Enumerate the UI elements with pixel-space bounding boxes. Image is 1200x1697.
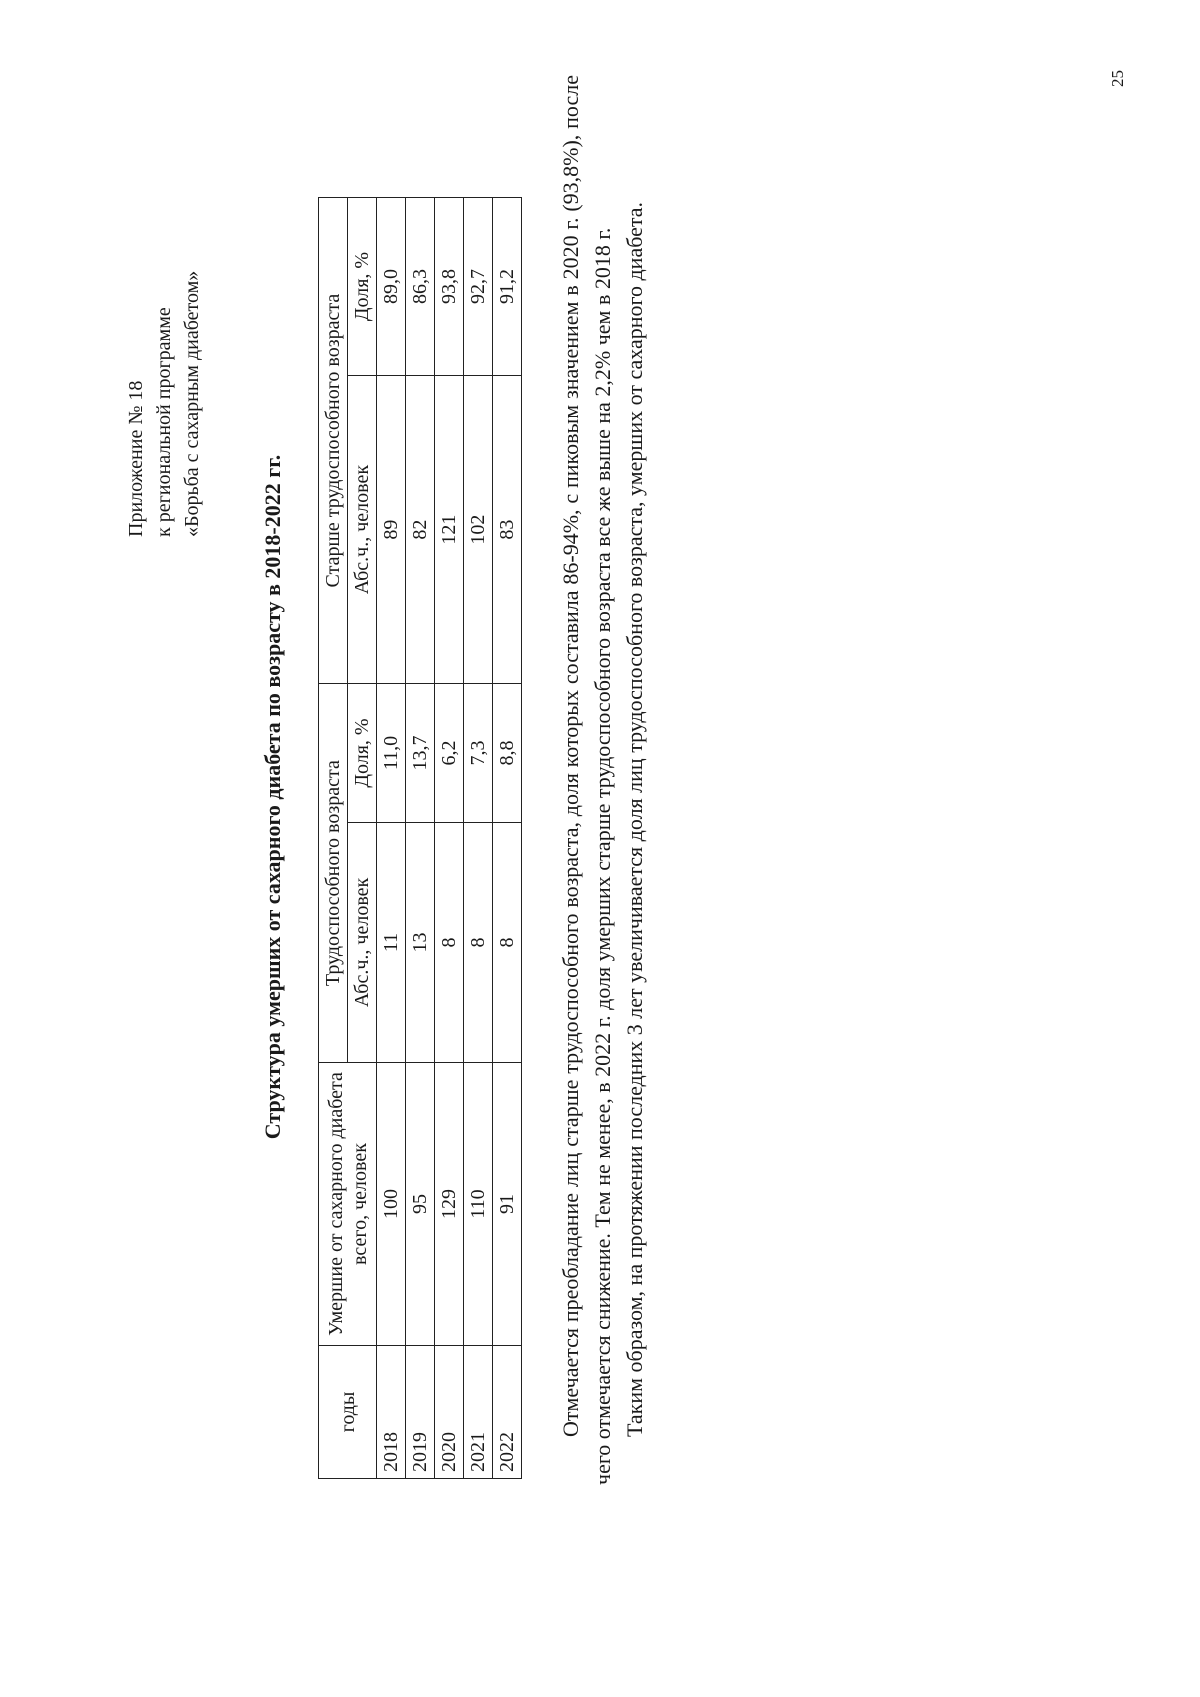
cell-total: 91 — [493, 1063, 522, 1346]
cell-working-share: 6,2 — [435, 684, 464, 823]
table-row — [377, 198, 406, 1479]
cell-working-abs: 11 — [377, 822, 406, 1062]
body-text — [555, 75, 651, 1485]
table-row — [435, 198, 464, 1479]
paragraph: Таким образом, на протяжении последних 3 лет увеличивается доля лиц трудоспособного возраста, умерших от сахарного диабета. — [622, 201, 647, 1437]
header-years: годы — [319, 1346, 377, 1479]
cell-working-share: 7,3 — [464, 684, 493, 823]
table-title: Структура умерших от сахарного диабета по возрасту в 2018-2022 гг. — [260, 454, 285, 1140]
cell-older-share: 86,3 — [406, 198, 435, 376]
cell-older-share: 89,0 — [377, 198, 406, 376]
cell-working-abs: 8 — [435, 822, 464, 1062]
subheader-working-share: Доля, % — [348, 684, 377, 823]
table-row — [406, 198, 435, 1479]
cell-working-abs: 8 — [493, 822, 522, 1062]
subheader-older-share: Доля, % — [348, 198, 377, 376]
header-older-age: Старше трудоспособного возраста — [319, 198, 348, 684]
header-working-age: Трудоспособного возраста — [319, 684, 348, 1063]
cell-older-abs: 102 — [464, 376, 493, 684]
appendix-line: Приложение № 18 — [125, 380, 147, 537]
cell-older-share: 92,7 — [464, 198, 493, 376]
cell-total: 110 — [464, 1063, 493, 1346]
table-header-row — [319, 198, 348, 1479]
cell-year: 2019 — [406, 1346, 435, 1479]
paragraph: Отмечается преобладание лиц старше трудоспособного возраста, доля которых составила 86-94%, с пиковым значением в 2020 г. (93,8%), после чего отмечается снижение. Тем не менее, в 2022 г. доля умерших старше трудоспособного возраста все же выше на 2,2% чем в 2018 г. — [558, 75, 615, 1485]
appendix-line: «Борьба с сахарным диабетом» — [181, 270, 203, 537]
cell-working-share: 13,7 — [406, 684, 435, 823]
cell-working-share: 11,0 — [377, 684, 406, 823]
cell-total: 95 — [406, 1063, 435, 1346]
page-number: 25 — [1108, 70, 1127, 87]
mortality-table — [318, 197, 522, 1479]
cell-year: 2018 — [377, 1346, 406, 1479]
cell-working-abs: 8 — [464, 822, 493, 1062]
cell-older-abs: 89 — [377, 376, 406, 684]
cell-year: 2022 — [493, 1346, 522, 1479]
table-row — [464, 198, 493, 1479]
appendix-line: к региональной программе — [153, 307, 175, 537]
cell-total: 100 — [377, 1063, 406, 1346]
cell-year: 2020 — [435, 1346, 464, 1479]
appendix-reference — [122, 271, 206, 537]
cell-older-abs: 121 — [435, 376, 464, 684]
subheader-older-abs: Абс.ч., человек — [348, 376, 377, 684]
header-total: Умершие от сахарного диабета всего, человек — [319, 1063, 377, 1346]
cell-older-abs: 82 — [406, 376, 435, 684]
cell-working-share: 8,8 — [493, 684, 522, 823]
table-row — [493, 198, 522, 1479]
cell-older-share: 93,8 — [435, 198, 464, 376]
cell-older-abs: 83 — [493, 376, 522, 684]
cell-older-share: 91,2 — [493, 198, 522, 376]
cell-total: 129 — [435, 1063, 464, 1346]
cell-year: 2021 — [464, 1346, 493, 1479]
cell-working-abs: 13 — [406, 822, 435, 1062]
subheader-working-abs: Абс.ч., человек — [348, 822, 377, 1062]
